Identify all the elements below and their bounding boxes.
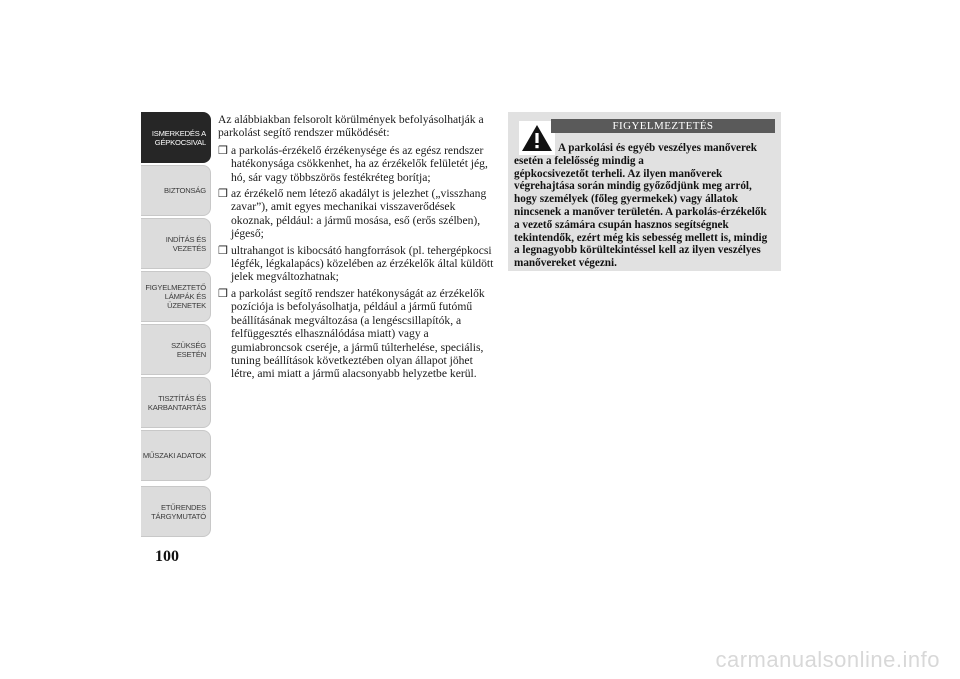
list-item: ❒ ultrahangot is kibocsátó hangforrások (pl. tehergépkocsi légfék, légkalapács) közelében az érzékelők által küldött jelek megváltozhatnak; (218, 243, 494, 284)
tab-inditas[interactable]: INDÍTÁS ÉS VEZETÉS (141, 218, 211, 269)
bullet-list (218, 144, 496, 381)
warning-title: FIGYELMEZTETÉS (551, 119, 775, 133)
tab-tisztitas[interactable]: TISZTÍTÁS ÉS KARBANTARTÁS (141, 377, 211, 428)
list-item: ❒ a parkolás-érzékelő érzékenysége és az egész rendszer hatékonysága csökkenhet, ha az érzékelők felületét jég, hó, sár vagy többszörös festékréteg borítja; (218, 143, 488, 184)
warning-triangle-icon (519, 121, 555, 155)
page-number: 100 (155, 548, 179, 565)
tab-ismerkedes[interactable]: ISMERKEDÉS A GÉPKOCSIVAL (141, 112, 211, 163)
list-item: ❒ a parkolást segítő rendszer hatékonyságát az érzékelők pozíciója is befolyásolhatja, például a jármű futómű beállításának megváltozása (a lengéscsillapítók, a felfüggesztés elhasználódása miatt) vagy a gumiabroncsok cseréje, a jármű túlterhelése, speciális, tuning beállítások következtében olyan állapot jöhet létre, ami miatt a jármű alacsonyabb helyzetbe kerül. (218, 286, 485, 381)
tab-targymutato[interactable]: ETŰRENDES TÁRGYMUTATÓ (141, 486, 211, 537)
watermark: carmanualsonline.info (715, 647, 940, 672)
checkbox-bullet-icon: ❒ (218, 244, 228, 257)
checkbox-bullet-icon: ❒ (218, 287, 228, 300)
checkbox-bullet-icon: ❒ (218, 188, 228, 201)
tab-szukseg[interactable]: SZÜKSÉG ESETÉN (141, 324, 211, 375)
intro-paragraph: Az alábbiakban felsorolt körülmények befolyásolhatják a parkolást segítő rendszer működését: (218, 113, 484, 140)
warning-text: A parkolási és egyéb veszélyes manőverek esetén a felelősség mindig a gépkocsivezetőt terheli. Az ilyen manőverek végrehajtása során mindig győződjünk meg arról, hogy személyek (főleg gyermekek) vagy állatok nincsenek a manőver területén. A parkolás-érzékelők a vezető számára csupán hasznos segítségnek tekintendők, ezért még kis sebesség mellett is, mindig a legnagyobb körültekintéssel kell az ilyen veszélyes manővereket végezni. (514, 142, 768, 270)
tab-biztonsag[interactable]: BIZTONSÁG (141, 165, 211, 216)
warning-box (508, 112, 781, 271)
tab-muszaki[interactable]: MŰSZAKI ADATOK (141, 430, 211, 481)
checkbox-bullet-icon: ❒ (218, 144, 228, 157)
list-item: ❒ az érzékelő nem létező akadályt is jelezhet („visszhang zavar”), amit egyes mechanikai visszaverődések okoznak, például: a jármű mosása, eső (erős szélben), jégeső; (218, 187, 487, 241)
main-text-column (218, 113, 496, 384)
tab-figyelmezteto[interactable]: FIGYELMEZTETŐ LÁMPÁK ÉS ÜZENETEK (141, 271, 211, 322)
